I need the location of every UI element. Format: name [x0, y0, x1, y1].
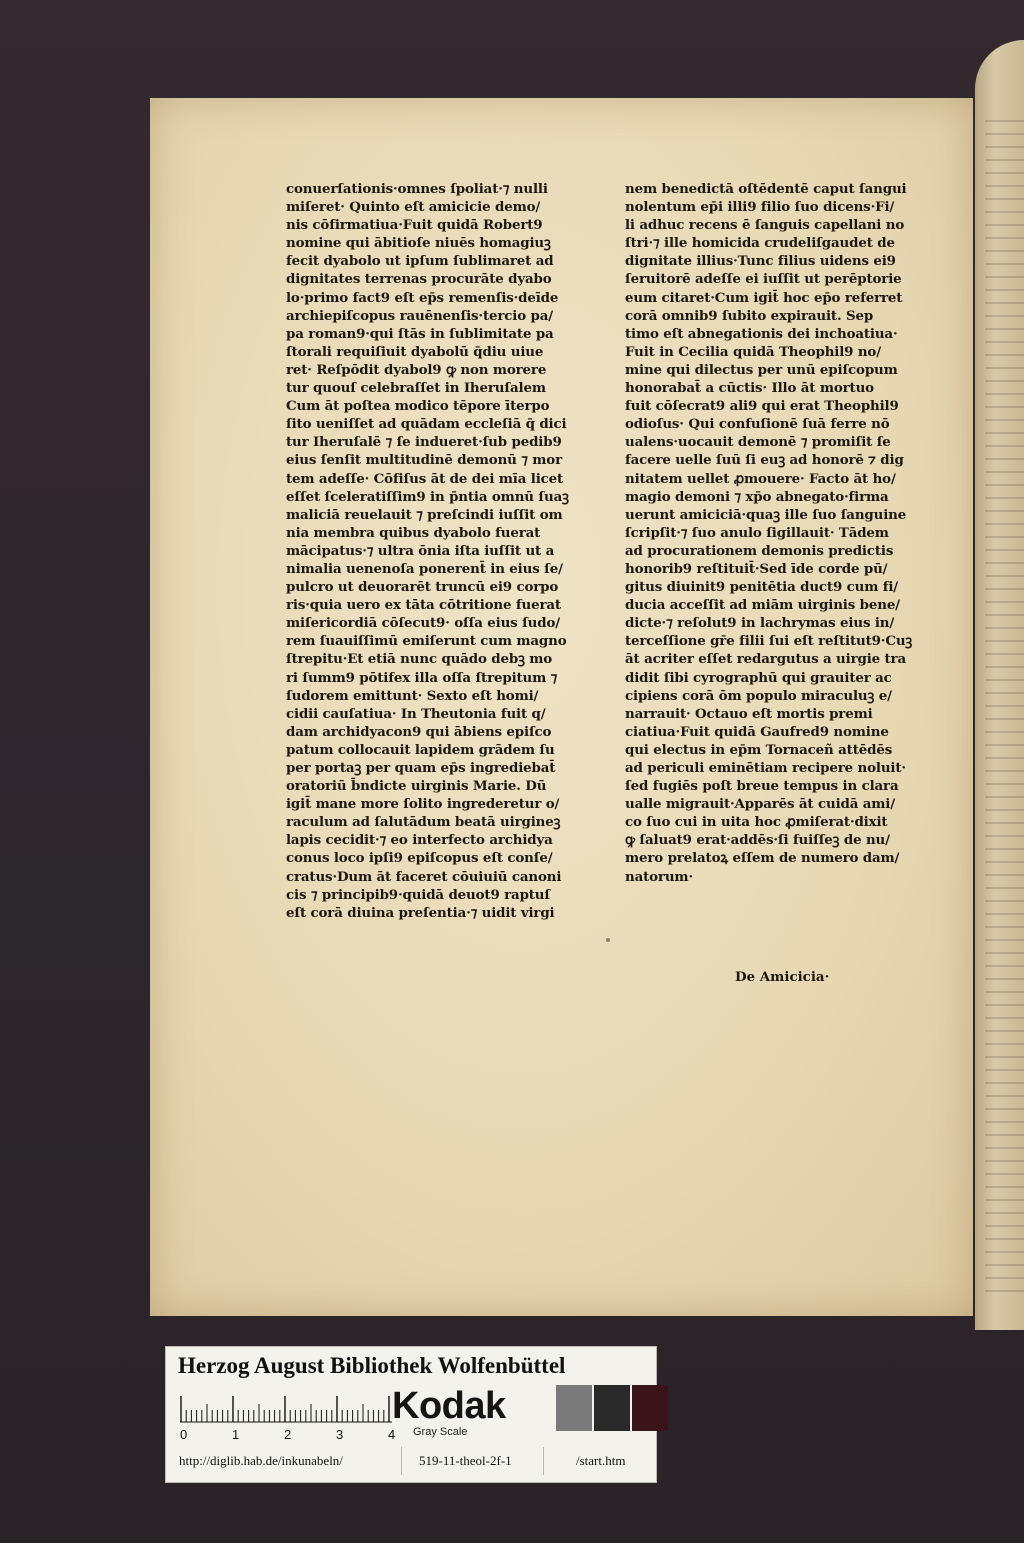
text-line: narrauit· Octauo eſt mortis premi [625, 705, 873, 722]
text-line: ſcripſit·⁊ ſuo anulo ſigillauit· Tādem [625, 524, 889, 541]
text-line: dignitates terrenas procurāte dyabo [286, 271, 552, 288]
text-line: maliciā reuelauit ⁊ preſcindi iuſſit om [286, 506, 563, 523]
text-line: dicte·⁊ reſolut9 in lachrymas eius in/ [625, 615, 895, 632]
text-line: dam archidyacon9 qui ābiens epiſco [286, 723, 552, 740]
text-line: eius ſenſit multitudinē demonū ⁊ mor [286, 452, 562, 469]
text-line: didit ſibi cyrographū qui grauiter ac [625, 669, 892, 686]
text-line: tur Iheruſalē ⁊ ſe indueret·ſub pedib9 [286, 434, 562, 451]
text-line: nem benedictā oſtēdentē caput ſangui [625, 181, 907, 197]
shelfmark-label: 519-11-theol-2f-1 [414, 1447, 544, 1475]
ruler-number: 4 [388, 1427, 396, 1442]
text-line: ris·quia uero ex tāta cōtritione fuerat [286, 597, 561, 614]
text-line: miſericordiā cōſecut9· oſſa eius ſudo/ [286, 615, 560, 632]
text-line: cipiens corā ōm populo miraculuꝫ e/ [625, 687, 892, 704]
text-line: ꝙ ſaluat9 erat·addēs·ſi fuiſſeꝫ de nu/ [625, 832, 890, 849]
text-line: ſed fugiēs poſt breue tempus in clara [625, 778, 899, 795]
text-line: li adhuc recens ē ſanguis capellani no [625, 217, 905, 234]
text-line: ſtorali requiſiuit dyabolū q̄diu uiue [286, 343, 544, 360]
text-line: ſudorem emittunt· Sexto eſt homi/ [286, 687, 539, 704]
text-line: pa roman9·qui ſtās in ſublimitate pa [286, 325, 554, 342]
text-line: āt acriter eſſet redargutus a uirgie tra [625, 651, 906, 668]
text-line: cis ⁊ principib9·quidā deuot9 raptuſ [286, 886, 551, 903]
text-line: honorabat̄ a cūctis· Illo āt mortuo [625, 380, 874, 397]
left-text-column [286, 180, 576, 922]
ruler-number: 0 [180, 1427, 188, 1442]
right-text-column [625, 180, 915, 886]
text-line: mero prelatoꝝ eſſem de numero dam/ [625, 850, 900, 867]
text-line: miſeret· Quinto eſt amicicie demo/ [286, 199, 541, 216]
text-line: nitatem uellet ꝓmouere· Facto āt ho/ [625, 470, 896, 487]
text-line: cidii cauſatiua· In Theutonia fuit q/ [286, 705, 546, 722]
text-line: facere uelle ſuū ſi euꝫ ad honorē ⁊ dig [625, 452, 904, 469]
start-page-link: /start.htm [576, 1453, 626, 1468]
text-line: lo·primo fact9 eſt ep̄s remenſis·deīde [286, 289, 559, 306]
text-line: fecit dyabolo ut ipſum ſublimaret ad [286, 253, 554, 270]
text-line: fuit cōſecrat9 ali9 qui erat Theophil9 [625, 398, 899, 415]
text-line: tem adeſſe· Cōfiſus āt de dei mīa licet [286, 470, 564, 487]
text-line: oratoriū b̄ndicte uirginis Marie. Dū [286, 778, 547, 795]
text-line: nia membra quibus dyabolo fuerat [286, 524, 541, 541]
text-line: co ſuo cui in uita hoc ꝓmiſerat·dixit [625, 814, 888, 831]
gray-patch [556, 1385, 592, 1431]
text-line: dignitate illius·Tunc filius uidens ei9 [625, 253, 896, 270]
text-line: conuerſationis·omnes ſpoliat·⁊ nulli [286, 181, 548, 197]
text-line: odioſus· Qui confuſionē ſuā ferre nō [625, 416, 890, 433]
text-line: raculum ad ſalutādum beatā uirgineꝫ [286, 814, 561, 831]
text-line: ad periculi eminētiam recipere noluit· [625, 760, 906, 776]
text-line: magio demoni ⁊ xp̄o abnegato·firma [625, 488, 889, 505]
text-line: mācipatus·⁊ ultra ōnia iſta iuſſit ut a [286, 542, 555, 559]
text-line: nis cōfirmatiua·Fuit quidā Robert9 [286, 217, 543, 234]
gray-patch [632, 1385, 668, 1431]
text-line: terceſſione gr̄e filii ſui eſt reſtitut9·Cuꝫ [625, 633, 913, 650]
ruler-number: 1 [232, 1427, 240, 1442]
gray-scale-label: Gray Scale [413, 1426, 468, 1438]
text-line: ducia acceſſit ad miām uirginis bene/ [625, 597, 900, 614]
text-line: ualens·uocauit demonē ⁊ promiſit ſe [625, 434, 891, 451]
text-line: corā omnib9 ſubito expirauit. Sep [625, 307, 874, 324]
text-line: mine qui dilectus per unū epiſcopum [625, 361, 898, 378]
adjacent-leaf-text-bleed [985, 120, 1024, 1300]
text-line: patum collocauit lapidem grādem ſu [286, 741, 555, 758]
text-line: cratus·Dum āt faceret cōuiuiū canoni [286, 868, 562, 885]
text-line: uerunt amiciciā·quaꝫ ille ſuo ſanguine [625, 506, 907, 523]
text-line: rem ſuauiſſimū emiſerunt cum magno [286, 633, 567, 650]
text-line: eſt corā diuina preſentia·⁊ uidit virgi [286, 904, 555, 921]
text-line: ſtrepitu·Et etiā nunc quādo debꝫ mo [286, 651, 553, 668]
text-line: Cum āt poſtea modico tēpore īterpo [286, 398, 550, 415]
text-line: pulcro ut deuorarēt truncū ei9 corpo [286, 579, 559, 596]
text-line: ſtri·⁊ ille homicida crudeliſgaudet de [625, 235, 895, 252]
text-line: ret· Reſpōdit dyabol9 ꝙ non morere [286, 361, 547, 378]
text-line: igit̄ mane more ſolito ingrederetur o/ [286, 796, 560, 813]
text-line: ſeruitorē adeſſe ei iuſſit ut perēptorie [625, 271, 902, 288]
library-name: Herzog August Bibliothek Wolfenbüttel [178, 1353, 566, 1378]
text-line: ſito ueniſſet ad quādam eccleſiā q̄ dici [286, 416, 567, 433]
ruler-number: 2 [284, 1427, 292, 1442]
text-line: nomine qui ābitioſe niuēs homagiuꝫ [286, 235, 551, 252]
text-line: ciatiua·Fuit quidā Gaufred9 nomine [625, 723, 889, 740]
text-line: Fuit in Cecilia quidā Theophil9 no/ [625, 343, 881, 360]
section-incipit: De Amicicia· [735, 969, 830, 985]
text-line: natorum· [625, 868, 693, 885]
digital-library-url: http://diglib.hab.de/inkunabeln/ [174, 1447, 402, 1475]
kodak-logo-text: Kodak [392, 1385, 506, 1427]
text-line: eum citaret·Cum igit̄ hoc ep̄o referret [625, 289, 903, 306]
text-line: lapis cecidit·⁊ eo interfecto archidya [286, 832, 553, 849]
gray-patch [594, 1385, 630, 1431]
scale-ruler [180, 1395, 392, 1423]
text-line: nimalia uenenoſa ponerent̄ in eius ſe/ [286, 560, 563, 577]
text-line: archiepiſcopus rauēnenſis·tercio pa/ [286, 307, 553, 324]
text-line: timo eſt abnegationis dei inchoatiua· [625, 325, 898, 342]
paper-speck [606, 938, 610, 942]
text-line: gitus diuinit9 penitētia duct9 cum fi/ [625, 579, 899, 596]
text-line: per portaꝫ per quam ep̄s ingrediebat̄ [286, 760, 556, 776]
text-line: honorib9 reſtituit̄·Sed īde corde pū/ [625, 560, 888, 577]
ruler-ticks [181, 1396, 389, 1422]
text-line: ualle migrauit·Apparēs āt cuidā ami/ [625, 796, 895, 813]
text-line: tur quouſ celebraſſet in Iheruſalem [286, 380, 546, 397]
text-line: ri ſumm9 pōtifex illa oſſa ſtrepitum ⁊ [286, 669, 558, 686]
color-calibration-target [165, 1346, 657, 1483]
ruler-numbers [178, 1427, 398, 1443]
text-line: qui electus in ep̄m Tornaceñ attēdēs [625, 741, 893, 758]
text-line: nolentum ep̄i illi9 filio ſuo dicens·Fi/ [625, 199, 895, 216]
text-line: conus loco ipſi9 epiſcopus eſt conſe/ [286, 850, 553, 867]
text-line: ad procurationem demonis predictis [625, 542, 894, 559]
text-line: eſſet ſceleratiſſim9 in p̄ntia omnū ſuaꝫ [286, 488, 569, 505]
ruler-number: 3 [336, 1427, 344, 1442]
